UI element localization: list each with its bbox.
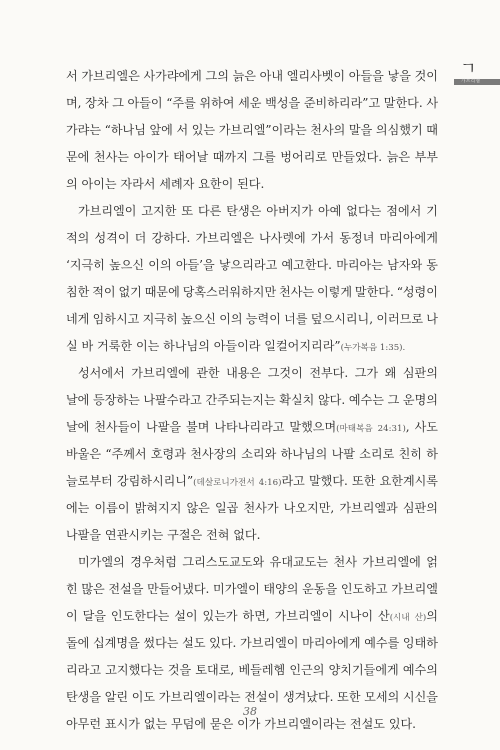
text-line: 미가엘의 경우처럼 그리스도교도와 유대교도는 천사 가브리엘에 얽	[78, 555, 438, 569]
text-line: 늘로부터 강림하시리니”(데살로니가전서 4:16)라고 말했다. 또한 요한계시록	[66, 474, 438, 488]
text-line: 네게 임하시고 지극히 높으신 이의 능력이 너를 덮으시리니, 이러므로 나	[66, 312, 438, 326]
text-line: 나팔을 연관시키는 구절은 전혀 없다.	[66, 528, 261, 542]
page-number: 38	[243, 705, 257, 718]
text-line: 돌에 십계명을 썼다는 설도 있다. 가브리엘이 마리아에게 예수를 잉태하	[66, 636, 438, 650]
text-line: 아무런 표시가 없는 무덤에 묻은 이가 가브리엘이라는 전설도 있다.	[66, 717, 417, 731]
text-line: 탄생을 알린 이도 가브리엘이라는 전설이 생겨났다. 또한 모세의 시신을	[66, 690, 438, 704]
text-line: 가랴는 “하나님 앞에 서 있는 가브리엘”이라는 천사의 말을 의심했기 때	[66, 123, 438, 137]
text-line: 가브리엘이 고지한 또 다른 탄생은 아버지가 아예 없다는 점에서 기	[78, 204, 438, 218]
text-line: 에는 이름이 밝혀지지 않은 일곱 천사가 나오지만, 가브리엘과 심판의	[66, 501, 438, 515]
chapter-initial: ㄱ	[460, 59, 477, 79]
text-line: 며, 장차 그 아들이 “주를 위하여 세운 백성을 준비하리라”고 말한다. 사	[66, 96, 438, 110]
chapter-tab	[451, 60, 500, 120]
text-line: 날에 등장하는 나팔수라고 간주되는지는 확실치 않다. 예수는 그 운명의	[66, 393, 438, 407]
text-line: 문에 천사는 아이가 태어날 때까지 그를 벙어리로 만들었다. 늙은 부부	[66, 150, 438, 164]
text-line: ‘지극히 높으신 이의 아들’을 낳으리라고 예고한다. 마리아는 남자와 동	[66, 258, 438, 272]
text-line: 바울은 “주께서 호령과 천사장의 소리와 하나님의 나팔 소리로 친히 하	[66, 447, 438, 461]
text-line: 날에 천사들이 나팔을 불며 나타나리라고 말했으며(마태복음 24:31), 사도	[66, 420, 438, 434]
chapter-tab-label: 가브리엘	[461, 79, 481, 84]
text-line: 성서에서 가브리엘에 관한 내용은 그것이 전부다. 그가 왜 심판의	[78, 366, 438, 380]
text-line: 리라고 고지했다는 것을 토대로, 베들레헴 인근의 양치기들에게 예수의	[66, 663, 438, 677]
body-text	[66, 63, 438, 738]
paragraph	[66, 63, 438, 198]
paragraph	[66, 360, 438, 549]
text-line: 의 아이는 자라서 세례자 요한이 된다.	[66, 177, 265, 191]
text-line: 이 달을 인도한다는 설이 있는가 하면, 가브리엘이 시나이 산(시내 산)의	[66, 609, 438, 623]
text-line: 힌 많은 전설을 만들어냈다. 미가엘이 태양의 운동을 인도하고 가브리엘	[66, 582, 438, 596]
text-line: 침한 적이 없기 때문에 당혹스러워하지만 천사는 이렇게 말한다. “성령이	[66, 285, 438, 299]
text-line: 실 바 거룩한 이는 하나님의 아들이라 일컬어지리라” (누가복음 1:35).	[66, 339, 406, 353]
text-line: 서 가브리엘은 사가랴에게 그의 늙은 아내 엘리사벳이 아들을 낳을 것이	[66, 69, 438, 83]
paragraph	[66, 198, 438, 360]
text-line: 적의 성격이 더 강하다. 가브리엘은 나사렛에 가서 동정녀 마리아에게	[66, 231, 438, 245]
